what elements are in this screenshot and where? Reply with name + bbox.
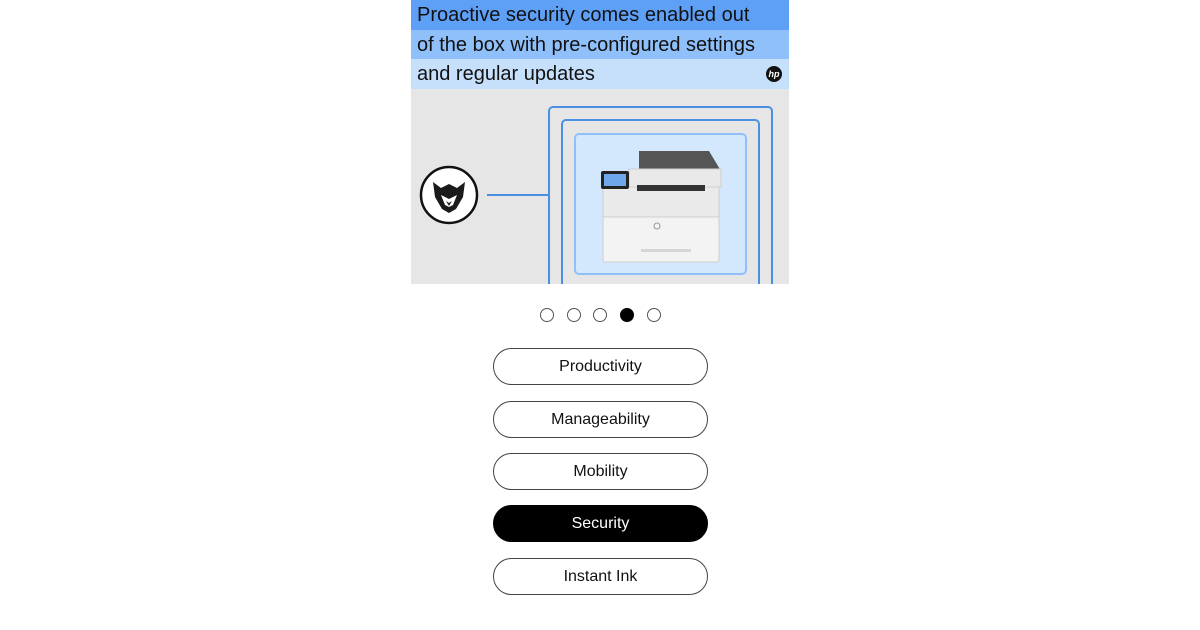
category-button-productivity[interactable]: Productivity (493, 348, 708, 385)
carousel-pagination (540, 308, 662, 323)
category-button-instant-ink[interactable]: Instant Ink (493, 558, 708, 595)
wolf-security-icon (419, 165, 479, 225)
product-banner (411, 0, 789, 284)
hp-logo: hp (766, 66, 782, 82)
headline-line-2: of the box with pre-configured settings (411, 30, 789, 60)
category-button-mobility[interactable]: Mobility (493, 453, 708, 490)
category-button-security[interactable]: Security (493, 505, 708, 542)
carousel-dot-2[interactable] (567, 308, 581, 322)
carousel-dot-5[interactable] (647, 308, 661, 322)
headline-line-1: Proactive security comes enabled out (411, 0, 789, 30)
carousel-dot-3[interactable] (593, 308, 607, 322)
headline-line-3: and regular updates (411, 59, 789, 89)
category-button-manageability[interactable]: Manageability (493, 401, 708, 438)
carousel-dot-1[interactable] (540, 308, 554, 322)
carousel-dot-4[interactable] (620, 308, 634, 322)
